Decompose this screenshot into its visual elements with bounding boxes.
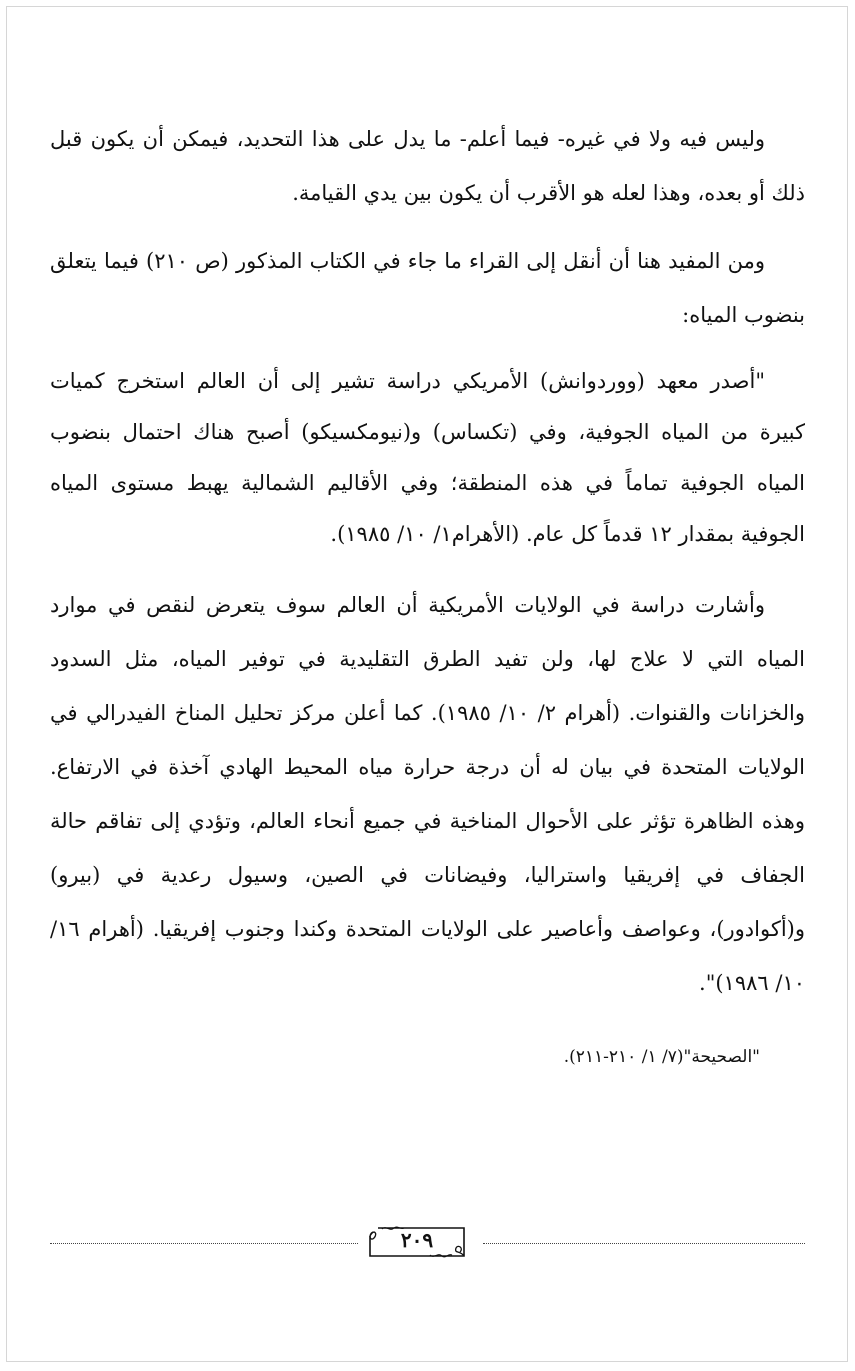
footer-rule-right [483,1243,805,1244]
footer-rule-left [50,1243,358,1244]
source-reference: "الصحيحة"(٧/ ١/ ٢١٠-٢١١). [563,1047,760,1067]
page-footer [50,1222,805,1262]
page-number-frame [364,1224,470,1260]
paragraph-1: وليس فيه ولا في غيره- فيما أعلم- ما يدل على هذا التحديد، فيمكن أن يكون قبل ذلك أو بعده، وهذا لعله هو الأقرب أن يكون بين يدي القيامة. [50,127,805,205]
body-text [50,112,805,1024]
paragraph-2: ومن المفيد هنا أن أنقل إلى القراء ما جاء في الكتاب المذكور (ص ٢١٠) فيما يتعلق بنضوب المياه: [50,249,805,327]
page-number: ٢٠٩ [400,1228,434,1252]
quoted-paragraph: "أصدر معهد (ووردوانش) الأمريكي دراسة تشير إلى أن العالم استخرج كميات كبيرة من المياه الجوفية، وفي (تكساس) و(نيومكسيكو) أصبح هناك احتمال بنضوب المياه الجوفية تماماً في هذه المنطقة؛ وفي الأقاليم الشمالية يهبط مستوى المياه الجوفية بمقدار ١٢ قدماً كل عام. (الأهرام١/ ١٠/ ١٩٨٥). [50,369,805,546]
paragraph-4: وأشارت دراسة في الولايات الأمريكية أن العالم سوف يتعرض لنقص في موارد المياه التي لا علاج لها، ولن تفيد الطرق التقليدية في توفير المياه، مثل السدود والخزانات والقنوات. (أهرام ٢/ ١٠/ ١٩٨٥). كما أعلن مركز تحليل المناخ الفيدرالي في الولايات المتحدة في بيان له أن درجة حرارة مياه المحيط الهادي آخذة في الارتفاع. وهذه الظاهرة تؤثر على الأحوال المناخية في جميع أنحاء العالم، وتؤدي إلى تفاقم حالة الجفاف في إفريقيا واستراليا، وفيضانات في الصين، وسيول رعدية في (بيرو) و(أكوادور)، وعواصف وأعاصير على الولايات المتحدة وكندا وجنوب إفريقيا. (أهرام ١٦/ ١٠/ ١٩٨٦)". [50,593,805,995]
